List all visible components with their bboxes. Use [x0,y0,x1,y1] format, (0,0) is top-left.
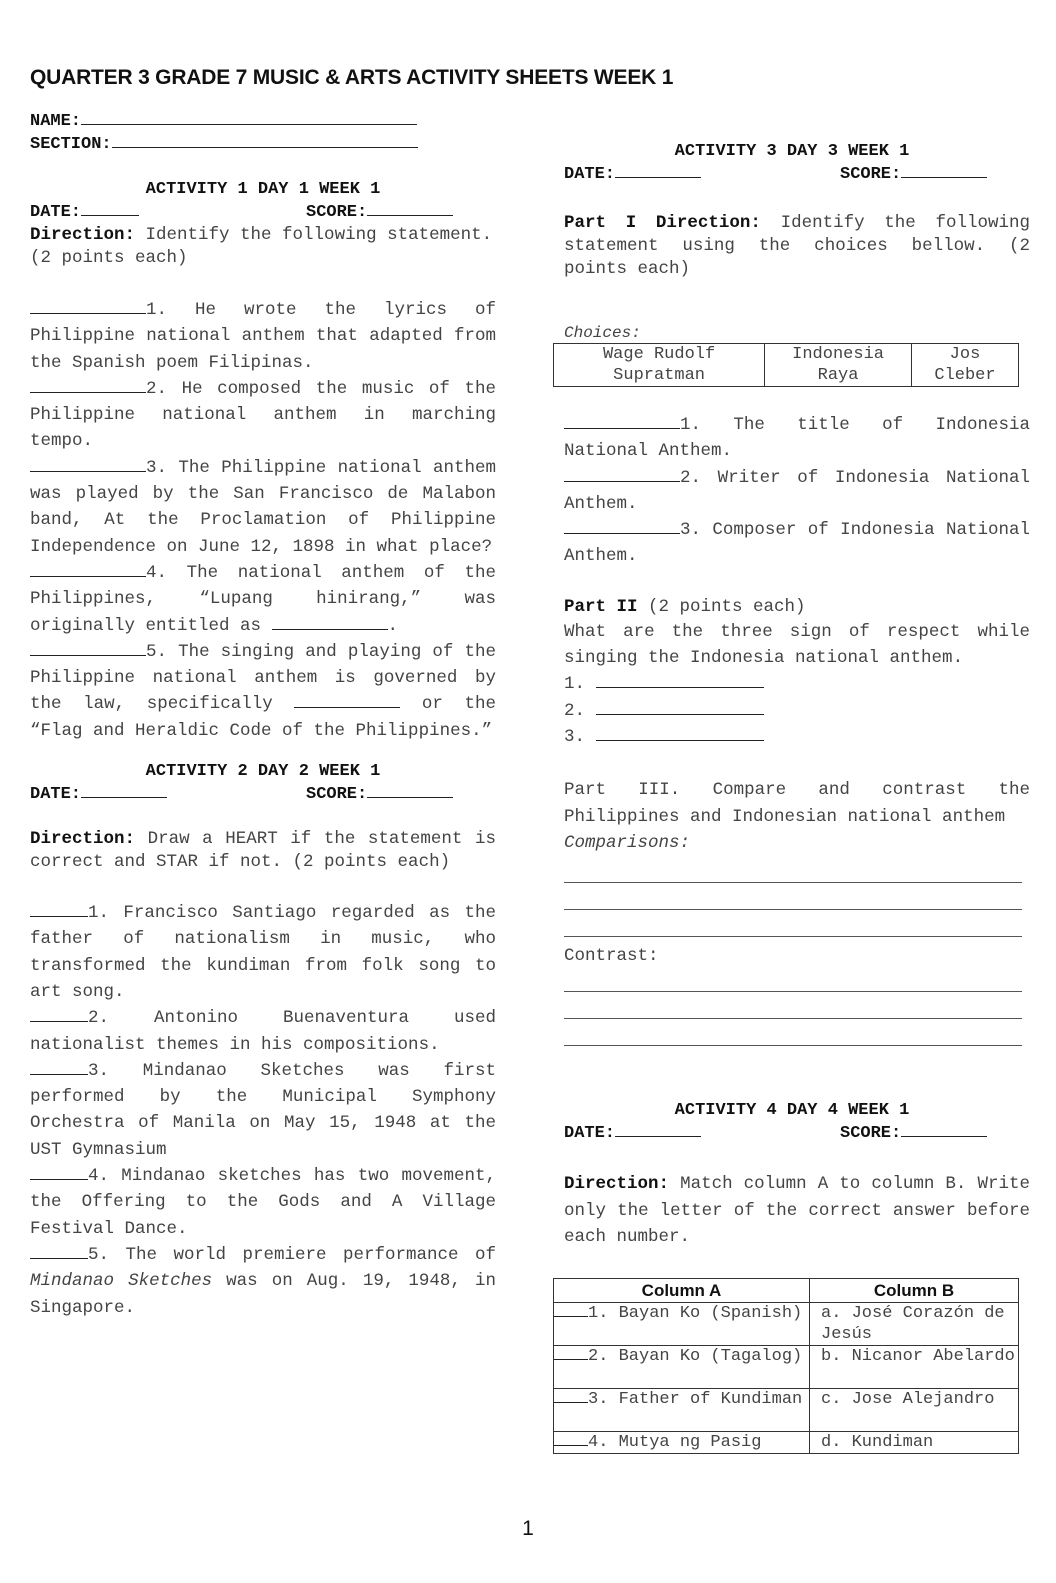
column-a-item: 4. Mutya ng Pasig [588,1433,762,1453]
item-number: 2. [88,1008,110,1029]
item-number: 4. [88,1166,110,1187]
item-text: Composer of Indonesia National Anthem. [564,520,1030,567]
activity2-item-3 [30,1058,496,1163]
answer-blank[interactable] [30,915,88,917]
column-a-item: 1. Bayan Ko (Spanish) [588,1304,803,1324]
table-row [554,1389,1019,1432]
column-b-item: d. Kundiman [810,1432,1019,1454]
part2-answer-2 [564,698,1030,724]
item-number: 1. [88,903,110,924]
activity4-date-blank[interactable] [615,1135,701,1137]
activity1-item-2 [30,376,496,455]
item-number: 2. [680,467,702,488]
answer-blank[interactable] [30,654,146,656]
column-b-item: a. José Corazón de Jesús [810,1303,1019,1346]
answer-number: 3. [564,726,586,747]
item-text-tail: or the “Flag and Heraldic Code of the Philippines.” [30,694,496,741]
part2-label: Part II [564,596,638,617]
contrast-line-2[interactable] [564,992,1022,1019]
choices-table [553,343,1019,387]
table-row [554,1346,1019,1389]
answer-blank[interactable] [30,470,146,472]
answer-blank[interactable] [30,575,146,577]
item-text: He composed the music of the Philippine national anthem in marching tempo. [30,378,496,452]
page-number: 1 [522,1517,534,1540]
item-number: 3. [680,520,702,541]
activity3-title: ACTIVITY 3 DAY 3 WEEK 1 [674,142,910,161]
activity4-score-blank[interactable] [901,1135,987,1137]
right-column [564,140,1030,1454]
comparison-line-1[interactable] [564,856,1022,883]
item-text: Francisco Santiago regarded as the father of nationalism in music, who transformed the kundiman from folk song to art song. [30,903,496,1002]
direction-text: Match column A to column B. Write only the letter of the correct answer before each number. [564,1174,1030,1248]
direction-label: Direction: [30,829,136,850]
item-text: Mindanao Sketches was first performed by the Municipal Symphony Orchestra of Manila on May 15, 1948 at the UST Gymnasium [30,1060,496,1160]
activity1-item-4 [30,560,496,639]
comparisons-lines[interactable] [564,856,1022,937]
activity3-part2-question: What are the three sign of respect while singing the Indonesia national anthem. [564,621,1030,669]
choice-2: Indonesia Raya [765,344,912,387]
part2-answer-3 [564,724,1030,750]
activity3-date-label: DATE: [564,165,616,184]
activity1-date-label: DATE: [30,203,82,222]
table-row [554,1432,1019,1454]
activity3-date-blank[interactable] [615,176,701,178]
activity1-score-blank[interactable] [367,214,453,216]
activity1-title: ACTIVITY 1 DAY 1 WEEK 1 [145,180,381,199]
answer-blank[interactable] [30,1257,88,1259]
comparisons-label: Comparisons: [564,832,691,853]
activity4-date-score [564,1122,1030,1145]
activity1-item-5 [30,639,496,744]
item-number: 4. [146,562,168,583]
document-title: QUARTER 3 GRADE 7 MUSIC & ARTS ACTIVITY SHEETS WEEK 1 [30,66,674,89]
activity2-date-label: DATE: [30,785,82,805]
activity2-score-label: SCORE: [306,785,368,805]
name-label: NAME: [30,112,82,131]
activity3-date-score [564,163,1030,186]
activity2-title: ACTIVITY 2 DAY 2 WEEK 1 [145,762,381,782]
name-field[interactable] [30,110,496,133]
activity2-direction [30,828,496,874]
direction-text: Identify the following statement. (2 points each) [30,225,493,268]
activity3-part1-item-2 [564,465,1030,518]
answer-blank[interactable] [30,1073,88,1075]
table-row [554,1303,1019,1346]
answer-blank[interactable] [596,739,764,741]
answer-blank[interactable] [554,1315,588,1317]
item-text: He wrote the lyrics of Philippine national anthem that adapted from the Spanish poem Filipinas. [30,300,496,373]
answer-blank[interactable] [564,427,680,429]
part2-points: (2 points each) [637,596,806,617]
contrast-line-1[interactable] [564,965,1022,992]
choice-1: Wage Rudolf Supratman [554,344,765,387]
answer-number: 2. [564,700,586,721]
column-a-item: 2. Bayan Ko (Tagalog) [588,1347,803,1367]
activity3-part1-item-1 [564,412,1030,465]
contrast-line-3[interactable] [564,1019,1022,1046]
item-text-tail: was on Aug. 19, 1948, in Singapore. [30,1271,496,1318]
column-a-item: 3. Father of Kundiman [588,1390,803,1410]
inline-answer-blank[interactable] [272,628,388,630]
item-number: 1. [146,300,168,320]
answer-blank[interactable] [30,391,146,393]
left-column [30,110,496,1321]
item-text: The national anthem of the Philippines, “Lupang hinirang,” was originally entitled as [30,562,496,636]
item-text: The world premiere performance of [109,1244,496,1265]
item-text-tail: . [387,615,399,636]
activity2-date-blank[interactable] [81,796,167,798]
choices-label: Choices: [564,324,641,342]
comparison-line-2[interactable] [564,883,1022,910]
activity1-date-score [30,201,496,224]
answer-blank[interactable] [30,1020,88,1022]
activity3-part1-direction [564,212,1030,281]
part1-text: Identify the following statement using the choices bellow. (2 points each) [564,213,1030,279]
activity2-item-4 [30,1163,496,1242]
part2-answer-1 [564,671,1030,697]
activity3-score-blank[interactable] [901,176,987,178]
answer-blank[interactable] [30,1178,88,1180]
item-text: Antonino Buenaventura used nationalist themes in his compositions. [30,1008,496,1055]
activity2-score-blank[interactable] [367,796,453,798]
activity2-date-score [30,783,496,806]
activity1-date-blank[interactable] [81,214,139,216]
activity1-score-label: SCORE: [306,203,368,222]
inline-answer-blank[interactable] [294,706,400,708]
item-number: 3. [146,457,168,478]
activity4-title: ACTIVITY 4 DAY 4 WEEK 1 [674,1101,910,1121]
item-text: The title of Indonesia National Anthem. [564,415,1030,462]
activity1-direction [30,224,496,270]
item-number: 5. [146,641,168,662]
item-text: Mindanao sketches has two movement, the Offering to the Gods and A Village Festival Dance. [30,1166,496,1239]
item-text: The Philippine national anthem was played by the San Francisco de Malabon band, At the Proclamation of Philippine Independence on June 12, 1898 in what place? [30,457,496,557]
column-a-header: Column A [554,1279,810,1303]
activity3-part3: Part III. Compare and contrast the Philippines and Indonesian national anthem [564,780,1030,827]
answer-blank[interactable] [554,1444,588,1446]
column-b-item: c. Jose Alejandro [810,1389,1019,1432]
item-number: 2. [146,378,168,399]
item-text: The singing and playing of the Philippine national anthem is governed by the law, specifically [30,641,496,715]
activity1-item-3 [30,455,496,560]
section-label: SECTION: [30,135,112,154]
activity2-item-1 [30,900,496,1005]
part1-label: Part I Direction: [564,213,761,233]
column-b-item: b. Nicanor Abelardo [810,1346,1019,1389]
activity2-item-5 [30,1242,496,1321]
item-number: 5. [88,1244,110,1265]
contrast-lines[interactable] [564,965,1022,1046]
item-italic-title: Mindanao Sketches [30,1271,213,1292]
section-field[interactable] [30,133,496,156]
activity4-score-label: SCORE: [840,1124,902,1144]
answer-blank[interactable] [596,713,764,715]
answer-blank[interactable] [554,1358,588,1360]
activity1-item-1 [30,297,496,376]
activity2-item-2 [30,1005,496,1058]
activity4-date-label: DATE: [564,1124,616,1144]
matching-table [553,1278,1019,1454]
section-blank[interactable] [112,146,418,148]
comparison-line-3[interactable] [564,910,1022,937]
answer-blank[interactable] [554,1401,588,1403]
item-number: 3. [88,1060,110,1081]
choice-3: Jos Cleber [911,344,1018,387]
activity3-score-label: SCORE: [840,165,902,184]
activity3-part1-item-3 [564,517,1030,570]
name-blank[interactable] [81,123,417,125]
contrast-label: Contrast: [564,946,659,967]
answer-blank[interactable] [564,532,680,534]
activity3-part2-header [564,596,1030,619]
column-b-header: Column B [810,1279,1019,1303]
direction-label: Direction: [564,1174,670,1195]
item-number: 1. [680,415,702,435]
answer-blank[interactable] [596,686,764,688]
answer-blank[interactable] [564,480,680,482]
activity4-direction [564,1171,1030,1250]
answer-number: 1. [564,674,586,695]
direction-text: Draw a HEART if the statement is correct and STAR if not. (2 points each) [30,829,496,873]
item-text: Writer of Indonesia National Anthem. [564,467,1030,514]
direction-label: Direction: [30,225,136,245]
answer-blank[interactable] [30,312,146,314]
